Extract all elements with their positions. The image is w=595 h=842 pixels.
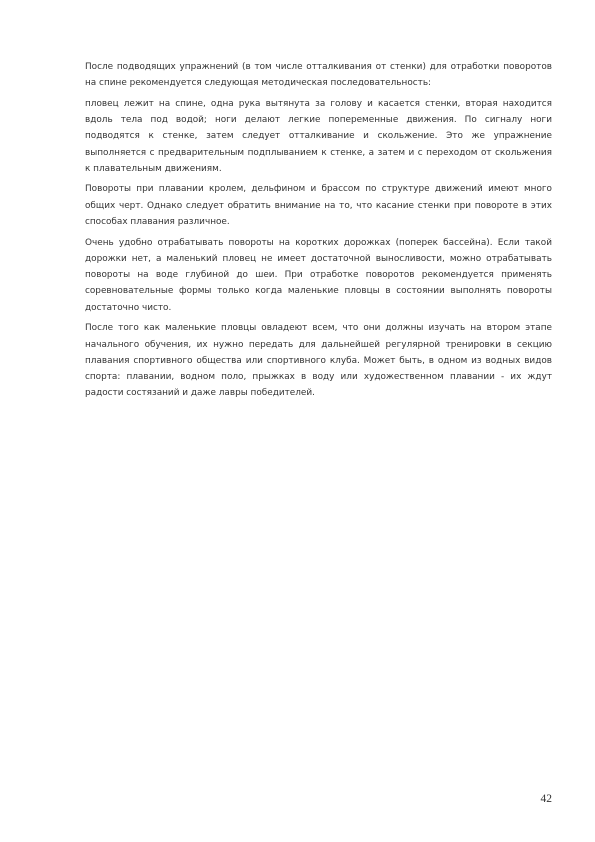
paragraph: Повороты при плавании кролем, дельфином и брассом по структуре движений имеют много общих черт. Однако следует обратить внимание на то, что касание стенки при повороте в этих способах плавания различное. <box>85 184 552 228</box>
paragraph: После подводящих упражнений (в том числе отталкивания от стенки) для отработки поворотов на спине рекомендуется следующая методическая последовательность: <box>85 62 552 89</box>
body-text <box>85 59 552 406</box>
paragraph: пловец лежит на спине, одна рука вытянута за голову и касается стенки, вторая находится вдоль тела под водой; ноги делают легкие попеременные движения. По сигналу ноги подводятся к стенке, затем следует отталкивание и скольжение. Это же упражнение выполняется с предварительным подплыванием к стенке, а затем и с переходом от скольжения к плавательным движениям. <box>85 98 552 174</box>
paragraph: Очень удобно отрабатывать повороты на коротких дорожках (поперек бассейна). Если такой дорожки нет, а маленький пловец не имеет достаточной выносливости, можно отрабатывать повороты на воде глубиной до шеи. При отработке поворотов рекомендуется применять соревновательные формы только когда маленькие пловцы в состоянии выполнять повороты достаточно чисто. <box>85 237 552 313</box>
paragraph: После того как маленькие пловцы овладеют всем, что они должны изучать на втором этапе начального обучения, их нужно передать для дальнейшей регулярной тренировки в секцию плавания спортивного общества или спортивного клуба. Может быть, в одном из водных видов спорта: плавании, водном поло, прыжках в воду или художественном плавании - их ждут радости состязаний и даже лавры победителей. <box>85 323 552 399</box>
page-number: 42 <box>540 793 552 805</box>
